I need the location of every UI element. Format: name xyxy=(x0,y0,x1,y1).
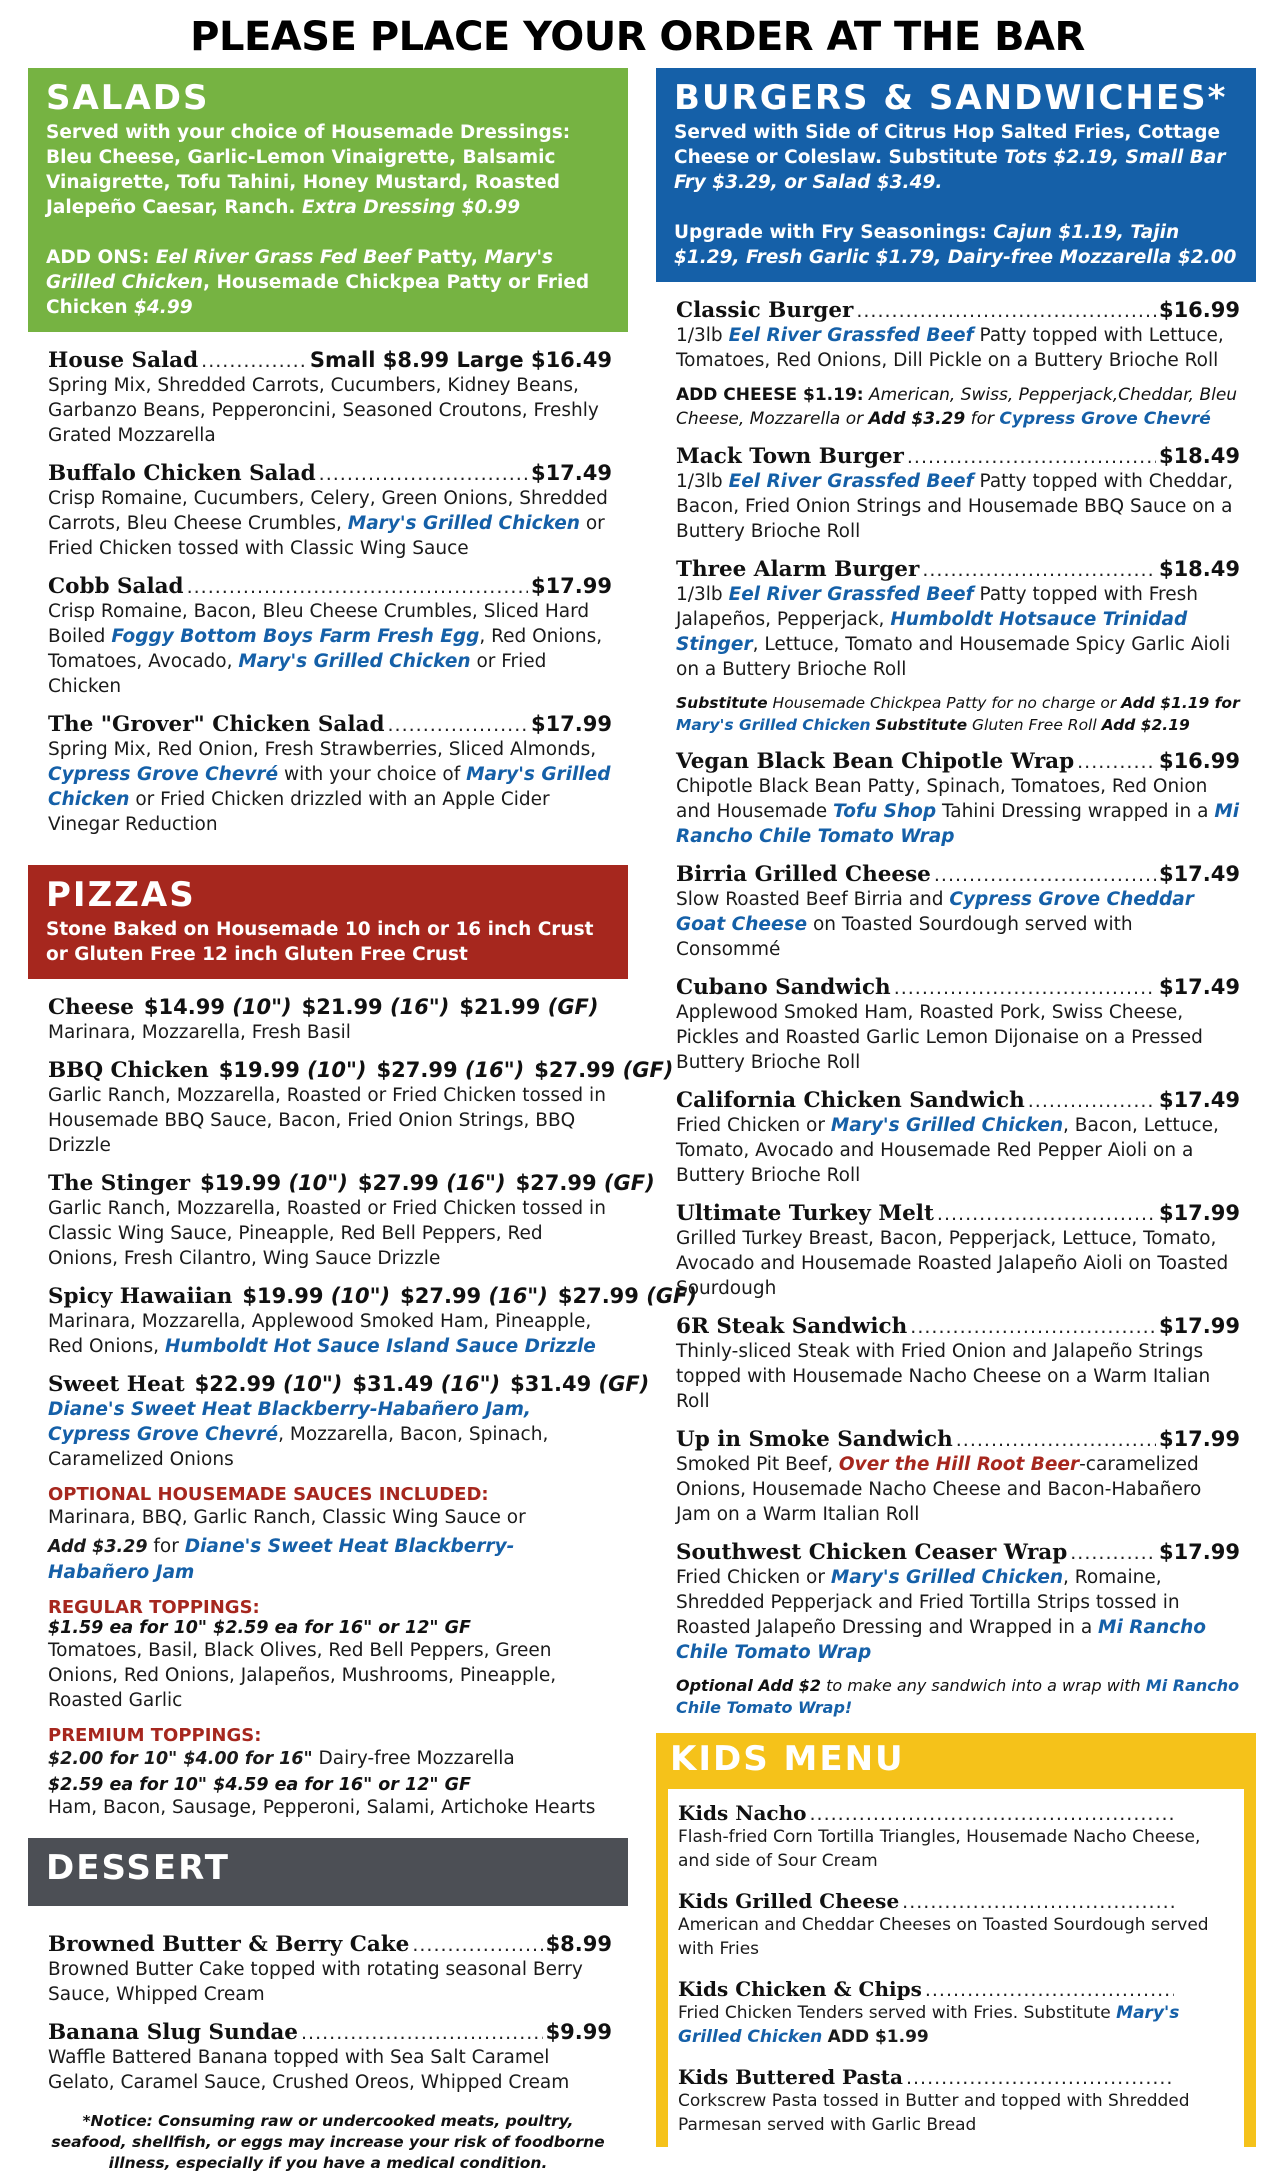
salads-addons: ADD ONS: Eel River Grass Fed Beef Patty, Mary's Grilled Chicken, Housemade Chickpea Patty or Fried Chicken $4.99 xyxy=(46,247,590,318)
order-banner: PLEASE PLACE YOUR ORDER AT THE BAR xyxy=(190,14,1085,60)
item-description: Marinara, Mozzarella, Fresh Basil xyxy=(48,1022,351,1043)
item-price: $8.49 xyxy=(1177,1892,1234,1913)
item-description: Corkscrew Pasta tossed in Butter and topped with Shredded Parmesan served with Garlic Bread xyxy=(678,2091,1190,2135)
item-price: $8.49 xyxy=(1177,1980,1234,2001)
item-name: Classic Burger xyxy=(676,298,854,323)
item-description: Fried Chicken Tenders served with Fries. Substitute Mary's Grilled Chicken ADD $1.99 xyxy=(678,2003,1180,2047)
salads-title: SALADS xyxy=(46,78,210,118)
menu-item xyxy=(678,1801,1234,1873)
menu-item: Spicy Hawaiian $19.99 (10") $27.99 (16") $27.99 (GF) Marinara, Mozzarella, Applewood Smoked Ham, Pineapple, Red Onions, Humboldt Hot Sauce Island Sauce Drizzle xyxy=(48,1284,697,1357)
item-name: Banana Slug Sundae xyxy=(48,2020,298,2045)
pizzas-header xyxy=(28,865,628,979)
burgers-upgrade: Upgrade with Fry Seasonings: Cajun $1.19, Tajin $1.29, Fresh Garlic $1.79, Dairy-free Mozzarella $2.00 xyxy=(674,222,1237,268)
menu-item xyxy=(676,1201,1240,1301)
foodborne-notice: *Notice: Consuming raw or undercooked meats, poultry, seafood, shellfish, or eggs may increase your risk of foodborne illness, especially if you have a medical condition. xyxy=(51,2112,605,2172)
burgers-list xyxy=(656,298,1256,1719)
item-name: 6R Steak Sandwich xyxy=(676,1314,908,1339)
menu-item xyxy=(48,461,612,561)
item-price: $17.99 xyxy=(1158,1540,1240,1564)
item-description: Fried Chicken or Mary's Grilled Chicken, Bacon, Lettuce, Tomato, Avocado and Housemade Red Pepper Aioli on a Buttery Brioche Roll xyxy=(676,1115,1219,1186)
item-description: Flash-fried Corn Tortilla Triangles, Housemade Nacho Cheese, and side of Sour Cream xyxy=(678,1827,1201,1871)
pizzas-title: PIZZAS xyxy=(46,875,196,915)
item-description: Thinly-sliced Steak with Fried Onion and Jalapeño Strings topped with Housemade Nacho Cheese on a Warm Italian Roll xyxy=(676,1341,1211,1412)
premium-toppings-price: $2.59 ea for 10" $4.59 ea for 16" or 12" GF xyxy=(48,1775,471,1795)
item-name: Three Alarm Burger xyxy=(676,557,920,582)
item-name: Kids Grilled Cheese xyxy=(678,1889,900,1913)
item-name: California Chicken Sandwich xyxy=(676,1088,1025,1113)
menu-item xyxy=(678,2065,1234,2137)
item-name: Mack Town Burger xyxy=(676,444,904,469)
menu-item xyxy=(676,1314,1240,1414)
regular-toppings-title: REGULAR TOPPINGS: xyxy=(48,1597,260,1618)
item-price: $17.99 xyxy=(1158,1201,1240,1225)
item-name: Birria Grilled Cheese xyxy=(676,862,931,887)
item-description: Slow Roasted Beef Birria and Cypress Grove Cheddar Goat Cheese on Toasted Sourdough served with Consommé xyxy=(676,889,1194,960)
sauces-title: OPTIONAL HOUSEMADE SAUCES INCLUDED: xyxy=(48,1484,489,1505)
item-description: 1/3lb Eel River Grassfed Beef Patty topped with Fresh Jalapeños, Pepperjack, Humboldt Hotsauce Trinidad Stinger, Lettuce, Tomato and Housemade Spicy Garlic Aioli on a Buttery Brioche Roll xyxy=(676,584,1231,680)
item-description: Fried Chicken or Mary's Grilled Chicken, Romaine, Shredded Pepperjack and Fried Tortilla Strips tossed in Roasted Jalapeño Dressing and Wrapped in a Mi Rancho Chile Tomato Wrap xyxy=(676,1567,1206,1663)
menu-item xyxy=(678,1889,1234,1961)
kids-list xyxy=(668,1789,1244,2147)
menu-item xyxy=(676,444,1240,544)
item-name: Buffalo Chicken Salad xyxy=(48,461,316,486)
item-description: Chipotle Black Bean Patty, Spinach, Tomatoes, Red Onion and Housemade Tofu Shop Tahini Dressing wrapped in a Mi Rancho Chile Tomato Wrap xyxy=(676,776,1240,847)
item-name: The "Grover" Chicken Salad xyxy=(48,712,385,737)
dessert-header xyxy=(28,1838,628,1906)
item-description: Waffle Battered Banana topped with Sea Salt Caramel Gelato, Caramel Sauce, Crushed Oreos, Whipped Cream xyxy=(48,2047,570,2093)
salads-header xyxy=(28,68,628,332)
item-name: Kids Chicken & Chips xyxy=(678,1977,922,2001)
item-price: $18.49 xyxy=(1158,444,1240,468)
menu-item: Sweet Heat $22.99 (10") $31.49 (16") $31.49 (GF) Diane's Sweet Heat Blackberry-Habañero Jam, Cypress Grove Chevré, Mozzarella, Bacon, Spinach, Caramelized Onions xyxy=(48,1372,650,1470)
substitute-note: Substitute Housemade Chickpea Patty for no charge or Add $1.19 for Mary's Grilled Chicken Substitute Gluten Free Roll Add $2.19 xyxy=(676,694,1240,734)
pizzas-description: Stone Baked on Housemade 10 inch or 16 inch Crust or Gluten Free 12 inch Gluten Free Crust xyxy=(46,919,594,965)
item-description: Diane's Sweet Heat Blackberry-Habañero Jam, Cypress Grove Chevré, Mozzarella, Bacon, Spinach, Caramelized Onions xyxy=(48,1399,549,1470)
burgers-description: Served with Side of Citrus Hop Salted Fries, Cottage Cheese or Coleslaw. Substitute Tots $2.19, Small Bar Fry $3.29, or Salad $3.49. xyxy=(674,122,1226,193)
regular-toppings-price: $1.59 ea for 10" $2.59 ea for 16" or 12" GF xyxy=(48,1618,471,1638)
item-name: Ultimate Turkey Melt xyxy=(676,1201,934,1226)
menu-item xyxy=(48,2020,612,2095)
burgers-header xyxy=(656,68,1256,282)
menu-item xyxy=(676,862,1240,962)
menu-item xyxy=(678,1977,1234,2049)
menu-item xyxy=(676,975,1240,1075)
menu-item xyxy=(676,557,1240,736)
item-price: $16.99 xyxy=(1158,749,1240,773)
kids-title: KIDS MENU xyxy=(670,1739,905,1779)
premium-toppings-title: PREMIUM TOPPINGS: xyxy=(48,1725,262,1746)
sauces-list: Marinara, BBQ, Garlic Ranch, Classic Wing Sauce or xyxy=(48,1507,526,1528)
wrap-note: Optional Add $2 to make any sandwich into a wrap with Mi Rancho Chile Tomato Wrap! xyxy=(676,1676,1240,1717)
menu-item: BBQ Chicken $19.99 (10") $27.99 (16") $27.99 (GF) Garlic Ranch, Mozzarella, Roasted or Fried Chicken tossed in Housemade BBQ Sauce, Bacon, Fried Onion Strings, BBQ Drizzle xyxy=(48,1058,674,1156)
item-price: $17.99 xyxy=(1158,1427,1240,1451)
item-description: Grilled Turkey Breast, Bacon, Pepperjack, Lettuce, Tomato, Avocado and Housemade Roasted Jalapeño Aioli on Toasted Sourdough xyxy=(676,1228,1229,1299)
item-name: Cubano Sandwich xyxy=(676,975,891,1000)
item-description: American and Cheddar Cheeses on Toasted Sourdough served with Fries xyxy=(678,1915,1209,1959)
menu-item xyxy=(676,1540,1240,1665)
item-name: Browned Butter & Berry Cake xyxy=(48,1932,410,1957)
item-price: $8.99 xyxy=(545,1932,612,1956)
item-name: Up in Smoke Sandwich xyxy=(676,1427,953,1452)
salads-description: Served with your choice of Housemade Dressings: Bleu Cheese, Garlic-Lemon Vinaigrette, Balsamic Vinaigrette, Tofu Tahini, Honey Mustard, Roasted Jalepeño Caesar, Ranch. Extra Dressing $0.99 xyxy=(46,122,571,218)
item-description: Spring Mix, Shredded Carrots, Cucumbers, Kidney Beans, Garbanzo Beans, Pepperoncini, Seasoned Croutons, Freshly Grated Mozzarella xyxy=(48,375,599,446)
premium-toppings-list: Ham, Bacon, Sausage, Pepperoni, Salami, Artichoke Hearts xyxy=(48,1797,596,1818)
item-name: Vegan Black Bean Chipotle Wrap xyxy=(676,749,1075,774)
menu-item xyxy=(48,712,612,837)
menu-item xyxy=(676,298,1240,431)
item-price: $17.99 xyxy=(530,574,612,598)
pizzas-list xyxy=(28,995,697,1820)
item-description: Smoked Pit Beef, Over the Hill Root Beer-caramelized Onions, Housemade Nacho Cheese and Bacon-Habañero Jam on a Warm Italian Roll xyxy=(676,1454,1202,1525)
item-description: Crisp Romaine, Bacon, Bleu Cheese Crumbles, Sliced Hard Boiled Foggy Bottom Boys Farm Fresh Egg, Red Onions, Tomatoes, Avocado, Mary's Grilled Chicken or Fried Chicken xyxy=(48,601,603,697)
item-description: Browned Butter Cake topped with rotating seasonal Berry Sauce, Whipped Cream xyxy=(48,1959,583,2005)
menu-item xyxy=(48,1932,612,2007)
item-name: Cobb Salad xyxy=(48,574,184,599)
menu-item xyxy=(676,1427,1240,1527)
item-description: Crisp Romaine, Cucumbers, Celery, Green Onions, Shredded Carrots, Bleu Cheese Crumbles, Mary's Grilled Chicken or Fried Chicken tossed with Classic Wing Sauce xyxy=(48,488,608,559)
item-price: $9.99 xyxy=(545,2020,612,2044)
right-column xyxy=(656,68,1256,2159)
item-price: $17.49 xyxy=(1158,1088,1240,1112)
item-description: Spring Mix, Red Onion, Fresh Strawberries, Sliced Almonds, Cypress Grove Chevré with your choice of Mary's Grilled Chicken or Fried Chicken drizzled with an Apple Cider Vinegar Reduction xyxy=(48,739,611,835)
menu-item xyxy=(48,348,612,448)
item-price: $16.99 xyxy=(1158,298,1240,322)
item-price: $17.49 xyxy=(1158,975,1240,999)
dessert-title: DESSERT xyxy=(46,1848,230,1888)
sauces-addon: Add $3.29 for Diane's Sweet Heat Blackberry-Habañero Jam xyxy=(48,1536,515,1583)
menu-item xyxy=(48,574,612,699)
item-price: $8.49 xyxy=(1177,2068,1234,2089)
item-price: $17.99 xyxy=(530,712,612,736)
item-name: Kids Buttered Pasta xyxy=(678,2065,903,2089)
regular-toppings-list: Tomatoes, Basil, Black Olives, Red Bell Peppers, Green Onions, Red Onions, Jalapeños, Mushrooms, Pineapple, Roasted Garlic xyxy=(48,1640,557,1711)
item-description: Garlic Ranch, Mozzarella, Roasted or Fried Chicken tossed in Classic Wing Sauce, Pineapple, Red Bell Peppers, Red Onions, Fresh Cilantro, Wing Sauce Drizzle xyxy=(48,1198,606,1269)
item-description: 1/3lb Eel River Grassfed Beef Patty topped with Lettuce, Tomatoes, Red Onions, Dill Pickle on a Buttery Brioche Roll xyxy=(676,325,1224,371)
menu-item: The Stinger $19.99 (10") $27.99 (16") $27.99 (GF) Garlic Ranch, Mozzarella, Roasted or Fried Chicken tossed in Classic Wing Sauce, Pineapple, Red Bell Peppers, Red Onions, Fresh Cilantro, Wing Sauce Drizzle xyxy=(48,1171,655,1269)
burgers-title: BURGERS & SANDWICHES* xyxy=(674,78,1228,118)
add-cheese-note: ADD CHEESE $1.19: American, Swiss, Pepperjack,Cheddar, Bleu Cheese, Mozzarella or Add $3.29 for Cypress Grove Chevré xyxy=(676,385,1238,429)
dessert-list xyxy=(28,1932,628,2095)
left-column xyxy=(28,68,697,2174)
item-price: $8.49 xyxy=(1177,1804,1234,1825)
premium-toppings-line1: $2.00 for 10" $4.00 for 16" Dairy-free Mozzarella xyxy=(48,1748,515,1769)
item-description: Marinara, Mozzarella, Applewood Smoked Ham, Pineapple, Red Onions, Humboldt Hot Sauce Island Sauce Drizzle xyxy=(48,1311,596,1357)
item-description: 1/3lb Eel River Grassfed Beef Patty topped with Cheddar, Bacon, Fried Onion Strings and Housemade BBQ Sauce on a Buttery Brioche Roll xyxy=(676,471,1234,542)
item-name: Kids Nacho xyxy=(678,1801,807,1825)
item-description: Applewood Smoked Ham, Roasted Pork, Swiss Cheese, Pickles and Roasted Garlic Lemon Dijonaise on a Pressed Buttery Brioche Roll xyxy=(676,1002,1203,1073)
item-price: $17.49 xyxy=(1158,862,1240,886)
menu-item: Cheese $14.99 (10") $21.99 (16") $21.99 (GF) Marinara, Mozzarella, Fresh Basil xyxy=(48,995,612,1045)
kids-menu-panel xyxy=(656,1733,1256,2147)
item-name: Southwest Chicken Ceaser Wrap xyxy=(676,1540,1068,1565)
item-price: $18.49 xyxy=(1158,557,1240,581)
menu-item xyxy=(676,1088,1240,1188)
item-price: Small $8.99 Large $16.49 xyxy=(309,348,612,372)
item-name: House Salad xyxy=(48,348,199,373)
item-price: $17.99 xyxy=(1158,1314,1240,1338)
item-description: Garlic Ranch, Mozzarella, Roasted or Fried Chicken tossed in Housemade BBQ Sauce, Bacon, Fried Onion Strings, BBQ Drizzle xyxy=(48,1085,606,1156)
menu-item xyxy=(676,749,1240,849)
salads-list xyxy=(28,348,628,837)
item-price: $17.49 xyxy=(530,461,612,485)
